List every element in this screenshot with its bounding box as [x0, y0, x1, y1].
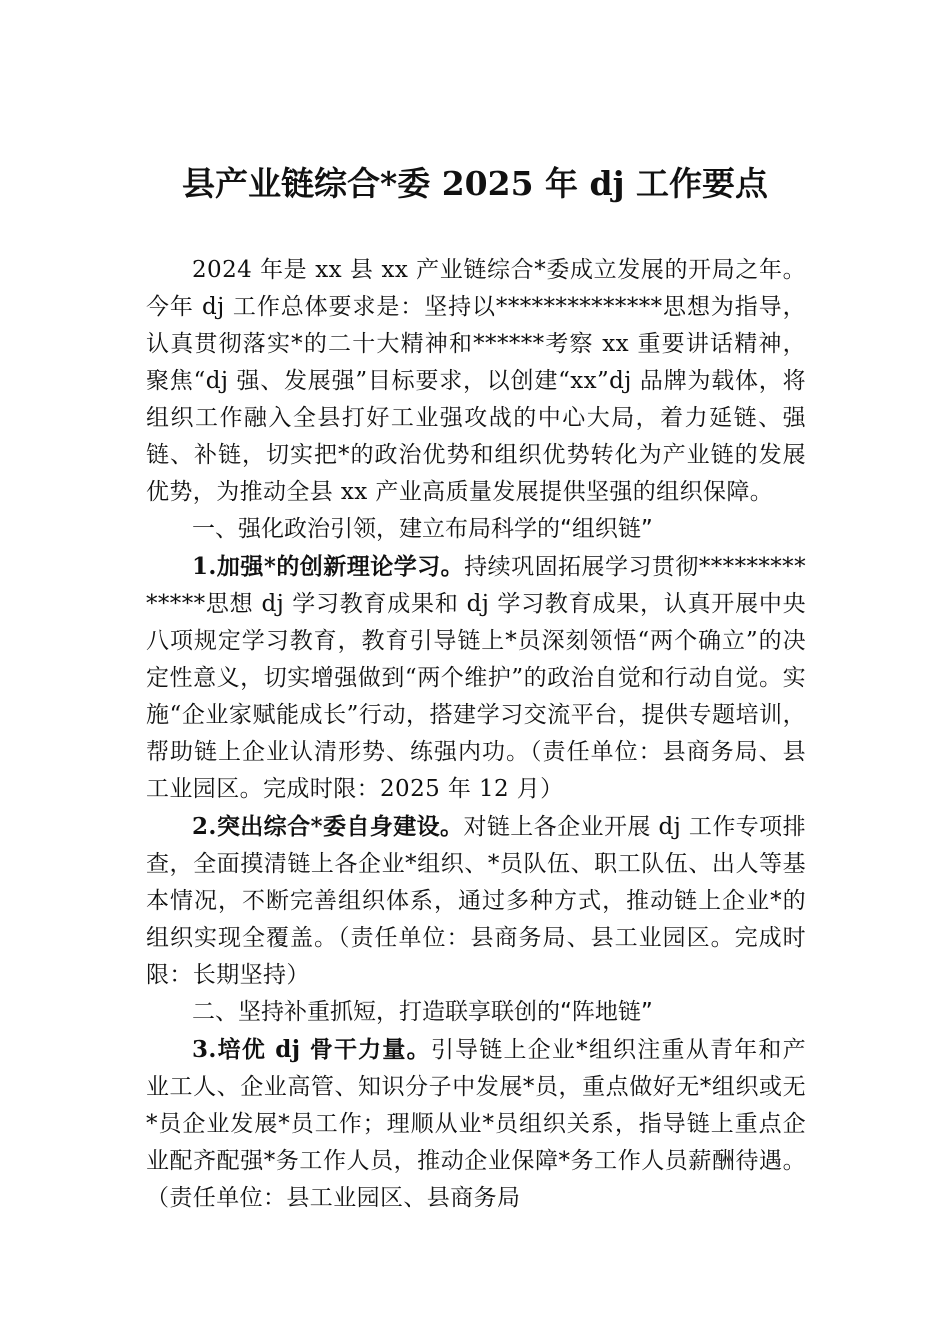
- section-heading-1: 一、强化政治引领，建立布局科学的“组织链”: [192, 516, 653, 542]
- item-lead-3: 3.培优 dj 骨干力量。: [192, 1036, 431, 1063]
- item-lead-2: 2.突出综合*委自身建设。: [192, 813, 464, 840]
- item-lead-1: 1.加强*的创新理论学习。: [192, 553, 465, 580]
- section-heading-2: 二、坚持补重抓短，打造联享联创的“阵地链”: [192, 999, 653, 1025]
- item-paragraph-1: [146, 548, 806, 808]
- intro-paragraph: 2024 年是 xx 县 xx 产业链综合*委成立发展的开局之年。今年 dj 工作总体要求是：坚持以**************思想为指导，认真贯彻落实*的二十大精神和******考察 xx 重要讲话精神，聚焦“dj 强、发展强”目标要求，以创建“xx”dj 品牌为载体，将组织工作融入全县打好工业强攻战的中心大局，着力延链、强链、补链，切实把*的政治优势和组织优势转化为产业链的发展优势，为推动全县 xx 产业高质量发展提供坚强的组织保障。: [146, 257, 806, 505]
- item-paragraph-2: [146, 808, 806, 994]
- item-text-3: 引导链上企业*组织注重从青年和产业工人、企业高管、知识分子中发展*员，重点做好无*组织或无*员企业发展*员工作；理顺从业*员组织关系，指导链上重点企业配齐配强*务工作人员，推动企业保障*务工作人员薪酬待遇。（责任单位：县工业园区、县商务局: [146, 1037, 806, 1211]
- item-text-1: 持续巩固拓展学习贯彻**************思想 dj 学习教育成果和 dj 学习教育成果，认真开展中央八项规定学习教育，教育引导链上*员深刻领悟“两个确立”的决定性意义，切实增强做到“两个维护”的政治自觉和行动自觉。实施“企业家赋能成长”行动，搭建学习交流平台，提供专题培训，帮助链上企业认清形势、练强内功。（责任单位：县商务局、县工业园区。完成时限：2025 年 12 月）: [146, 554, 806, 802]
- document-title: 县产业链综合*委 2025 年 dj 工作要点: [181, 164, 769, 203]
- item-text-2: 对链上各企业开展 dj 工作专项排查，全面摸清链上各企业*组织、*员队伍、职工队伍、出人等基本情况，不断完善组织体系，通过多种方式，推动链上企业*的组织实现全覆盖。（责任单位：县商务局、县工业园区。完成时限：长期坚持）: [146, 814, 806, 988]
- item-paragraph-3: [146, 1031, 806, 1217]
- document-body: [146, 252, 806, 1217]
